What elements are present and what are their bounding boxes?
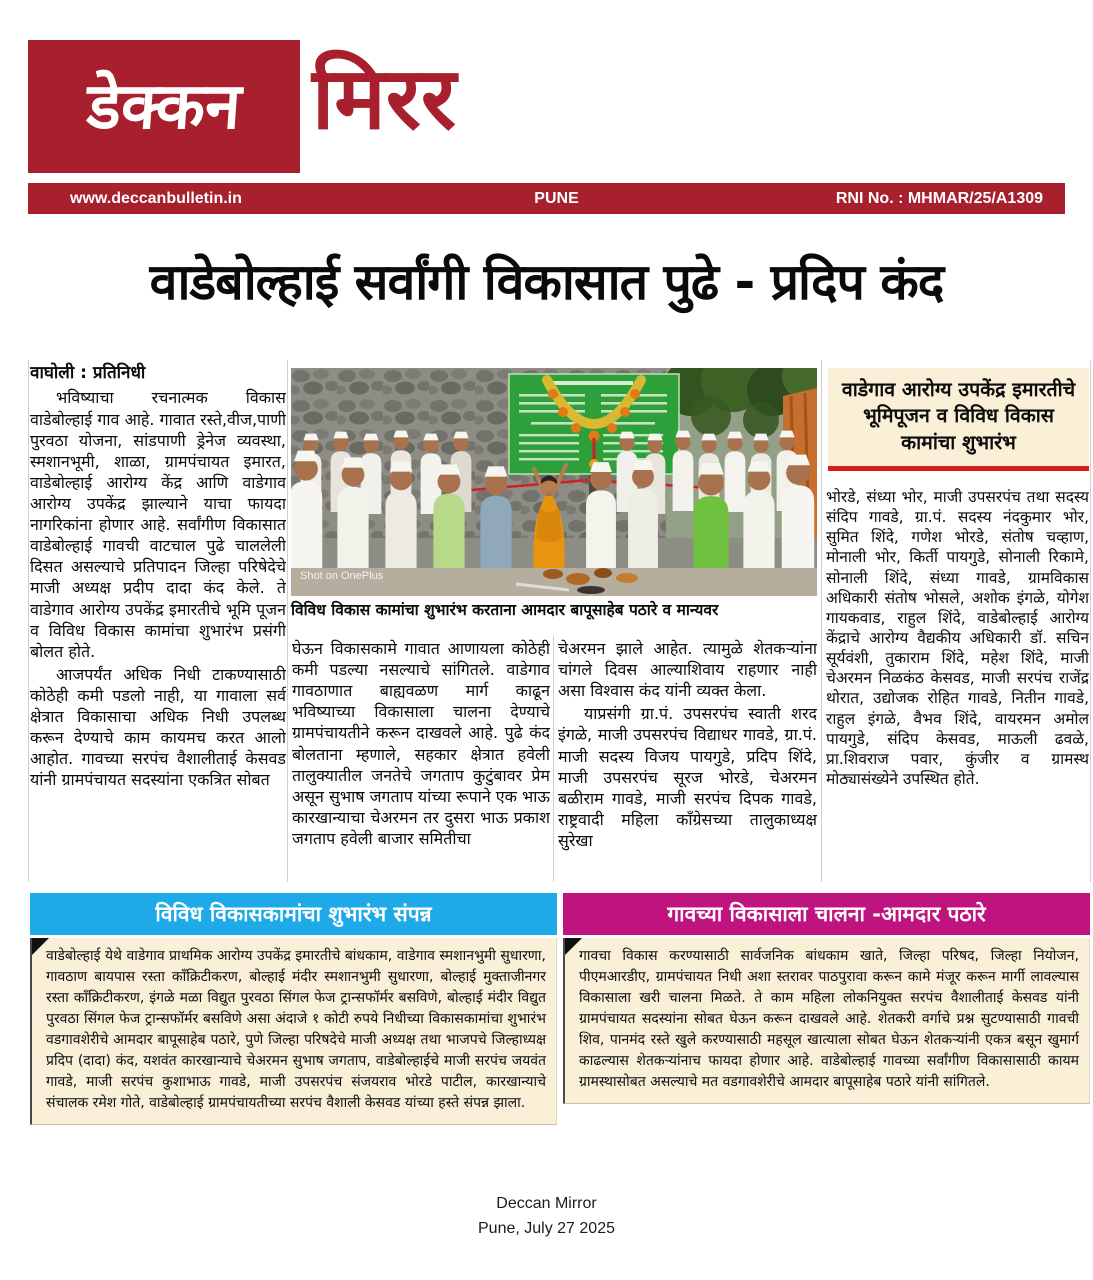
article-paragraph: आजपर्यंत अधिक निधी टाकण्यासाठी कोठेही कमी पडलो नाही, या गावाला सर्व क्षेत्रात विकासाचा अधिक निधी उपलब्ध करून देण्याचे काम कायमच करत आलो आहोत. गावच्या सरपंच वैशालीताई केसवड यांनी ग्रामपंचायत सदस्यांना एकत्रित सोबत xyxy=(30,664,286,790)
column-divider-2 xyxy=(553,636,554,882)
website-url: www.deccanbulletin.in xyxy=(70,189,242,207)
dateline: वाघोली : प्रतिनिधी xyxy=(30,363,146,383)
column-divider-1 xyxy=(287,360,288,882)
city-label: PUNE xyxy=(534,189,579,207)
article-paragraph: भविष्याचा रचनात्मक विकास वाडेबोल्हाई गाव आहे. गावात रस्ते,वीज,पाणी पुरवठा योजना, सांडपाणी ड्रेनेज व्यवस्था, स्मशानभूमी, शाळा, ग्रामपंचायत इमारत, वाडेबोल्हाई आरोग्य केंद्र आणि वाडेगाव आरोग्य उपकेंद्र झाल्याने याचा फायदा नागरिकांना होणार आहे. सर्वांगीण विकासात वाडेबोल्हाई गावची वाटचाल पुढे चाललेली दिसत असल्याचे प्रतिपादन जिल्हा परिषेदेचे माजी अध्यक्ष प्रदीप दादा कंद केले. ते वाडेगाव आरोग्य उपकेंद्र इमारतीचे भूमि पूजन व विविध विकास कामांचा शुभारंभ प्रसंगी बोलत होते. xyxy=(30,388,286,661)
column-divider-3 xyxy=(821,360,822,882)
sidebar-title-box xyxy=(828,368,1089,471)
main-headline: वाडेबोल्हाई सर्वांगी विकासात पुढे - प्रदिप कंद xyxy=(149,253,944,311)
footer-paper-name: Deccan Mirror xyxy=(496,1195,597,1212)
footer-date: Pune, July 27 2025 xyxy=(478,1219,615,1237)
photo-scene-svg xyxy=(291,368,817,596)
rni-number: RNI No. : MHMAR/25/A1309 xyxy=(835,189,1044,207)
masthead-title: मिरर xyxy=(312,49,457,149)
page-rule-left xyxy=(28,360,29,882)
masthead-logo-word: डेक्कन xyxy=(84,69,244,144)
photo-watermark: Shot on OnePlus xyxy=(300,570,384,582)
masthead-info-bar xyxy=(28,183,1065,214)
article-column-1 xyxy=(30,362,286,882)
article-paragraph: घेऊन विकासकामे गावात आणायला कोठेही कमी पडल्या नसल्याचे सांगितले. वाडेगाव गावठाणात बाह्यवळण मार्ग काढून भविष्याच्या विकासाला चालना देण्याचे ग्रामपंचायतीने करून दाखवले आहे. पुढे कंद बोलताना म्हणाले, सहकार क्षेत्रात हवेली तालुक्यातील जनतेचे जगताप कुटुंबावर प्रेम असून सुभाष जगताप यांच्या रूपाने एक भाऊ कारखान्याचा चेअरमन तर दुसरा भाऊ प्रकाश जगताप हवेली बाजार समितीचा xyxy=(292,639,550,848)
photo-caption: विविध विकास कामांचा शुभारंभ करताना आमदार बापूसाहेब पठारे व मान्यवर xyxy=(291,601,719,619)
article-photo xyxy=(291,368,817,596)
page-rule-right xyxy=(1090,360,1091,882)
subarticle-right-body xyxy=(563,938,1090,1104)
article-column-3 xyxy=(558,638,817,884)
corner-fold-icon xyxy=(30,938,52,957)
subarticle-left-box xyxy=(30,893,557,1125)
article-paragraph: चेअरमन झाले आहेत. त्यामुळे शेतकऱ्यांना चांगले दिवस आल्याशिवाय राहणार नाही असा विश्वास कंद यांनी व्यक्त केला. xyxy=(558,639,817,701)
masthead-logo-box xyxy=(28,40,300,173)
subarticle-right-text: गावचा विकास करण्यासाठी सार्वजनिक बांधकाम खाते, जिल्हा परिषद, जिल्हा नियोजन, पीएमआरडीए, ग्रामपंचायत निधी अशा स्तरावर पाठपुरावा करून कामे मंजूर करून मार्गी लावल्यास विकासाला खरी चालना मिळते. ते काम महिला लोकनियुक्त सरपंच वैशालीताई केसवड यांनी ग्रामपंचायत सदस्यांना सोबत घेऊन करून दाखवले आहे. शेतकरी वर्गाचे प्रश्न सुटण्यासाठी गावची शिव, पानमंद रस्ते खुले करण्यासाठी महसूल खात्याला सोबत घेऊन शेतकऱ्यांनी एकत्र बसून खुमार्ग काढल्यास शेतकऱ्यांनाच फायदा होणार आहे. वाडेबोल्हाई गावच्या सर्वांगीण विकासासाठी कायम ग्रामस्थासोबत असल्याचे मत वडगावशेरीचे आमदार बापूसाहेब पठारे यांनी सांगितले. xyxy=(579,948,1079,1090)
sidebar-title: वाडेगाव आरोग्य उपकेंद्र इमारतीचे भूमिपूजन व विविध विकास कामांचा शुभारंभ xyxy=(841,378,1076,454)
page-footer xyxy=(0,1192,1093,1242)
article-column-2 xyxy=(292,638,550,884)
article-paragraph: याप्रसंगी ग्रा.पं. उपसरपंच स्वाती शरद इंगळे, माजी उपसरपंच विद्याधर गावडे, ग्रा.पं. माजी सदस्य विजय पायगुडे, प्रदिप शिंदे, माजी उपसरपंच सूरज भोरडे, चेअरमन बळीराम गावडे, माजी सरपंच दिपक गावडे, राष्ट्रवादी महिला काँग्रेसच्या तालुकाध्यक्ष सुरेखा xyxy=(558,704,817,850)
subarticle-left-title: विविध विकासकामांचा शुभारंभ संपन्न xyxy=(30,893,557,935)
subarticle-right-box xyxy=(563,893,1090,1104)
corner-fold-icon xyxy=(563,938,585,957)
subarticle-left-text: वाडेबोल्हाई येथे वाडेगाव प्राथमिक आरोग्य उपकेंद्र इमारतीचे बांधकाम, वाडेगाव स्मशानभुमी सुधारणा, गावठाण बायपास रस्ता कॉंक्रिटीकरण, बोल्हाई मंदीर स्मशानभुमी सुधारणा, बोल्हाई मुक्ताजीनगर रस्ता कॉंक्रिटीकरण, इंगळे मळा विद्युत पुरवठा सिंगल फेज ट्रान्सफॉर्मर बसविणे, बोल्हाई मंदीर विद्युत पुरवठा सिंगल फेज ट्रान्सफॉर्मर बसविणे असा अंदाजे १ कोटी रुपये निधीच्या विकासकामांचा शुभारंभ वडगावशेरीचे आमदार बापूसाहेब पठारे, पुणे जिल्हा परिषदेचे माजी अध्यक्ष तथा भाजपचे जिल्हाध्यक्ष प्रदिप (दादा) कंद, यशवंत कारखान्याचे चेअरमन सुभाष जगताप, वाडेबोल्हाईचे माजी सरपंच जयवंत गावडे, माजी सरपंच कुशाभाऊ गावडे, माजी उपसरपंच संजयराव भोरडे पाटील, कारखान्याचे संचालक रमेश गोते, वाडेबोल्हाई ग्रामपंचायतीच्या सरपंच वैशाली केसवड यांच्या हस्ते संपन्न झाला. xyxy=(46,948,546,1111)
subarticle-right-title: गावच्या विकासाला चालना -आमदार पठारे xyxy=(563,893,1090,935)
subarticle-left-body xyxy=(30,938,557,1125)
sidebar-body: भोरडे, संध्या भोर, माजी उपसरपंच तथा सदस्य संदिप गावडे, ग्रा.पं. सदस्य नंदकुमार भोर, सुमित शिंदे, गणेश भोरडे, संतोष चव्हाण, मोनाली भोर, किर्ती पायगुडे, सोनाली रिकामे, सोनाली शिंदे, संध्या गावडे, ग्रामविकास अधिकारी संतोष भोसले, अशोक इंगळे, योगेश गायकवाड, राहुल शिंदे, वाडेबोल्हाई आरोग्य केंद्राचे आरोग्य वैद्यकीय अधिकारी डॉ. सचिन सूर्यवंशी, तुकाराम शिंदे, महेश शिंदे, माजी चेअरमन निळकंठ केसवड, माजी सरपंच राजेंद्र थोरात, उद्योजक रोहित गावडे, नितीन गावडे, राहुल इंगळे, वैभव शिंदे, वायरमन अमोल पायगुडे, संदिप केसवड, माऊली ढवळे, प्रा.शिवराज पवार, कुंजीर व ग्रामस्थ मोठ्यासंख्येने उपस्थित होते. xyxy=(826,488,1089,788)
